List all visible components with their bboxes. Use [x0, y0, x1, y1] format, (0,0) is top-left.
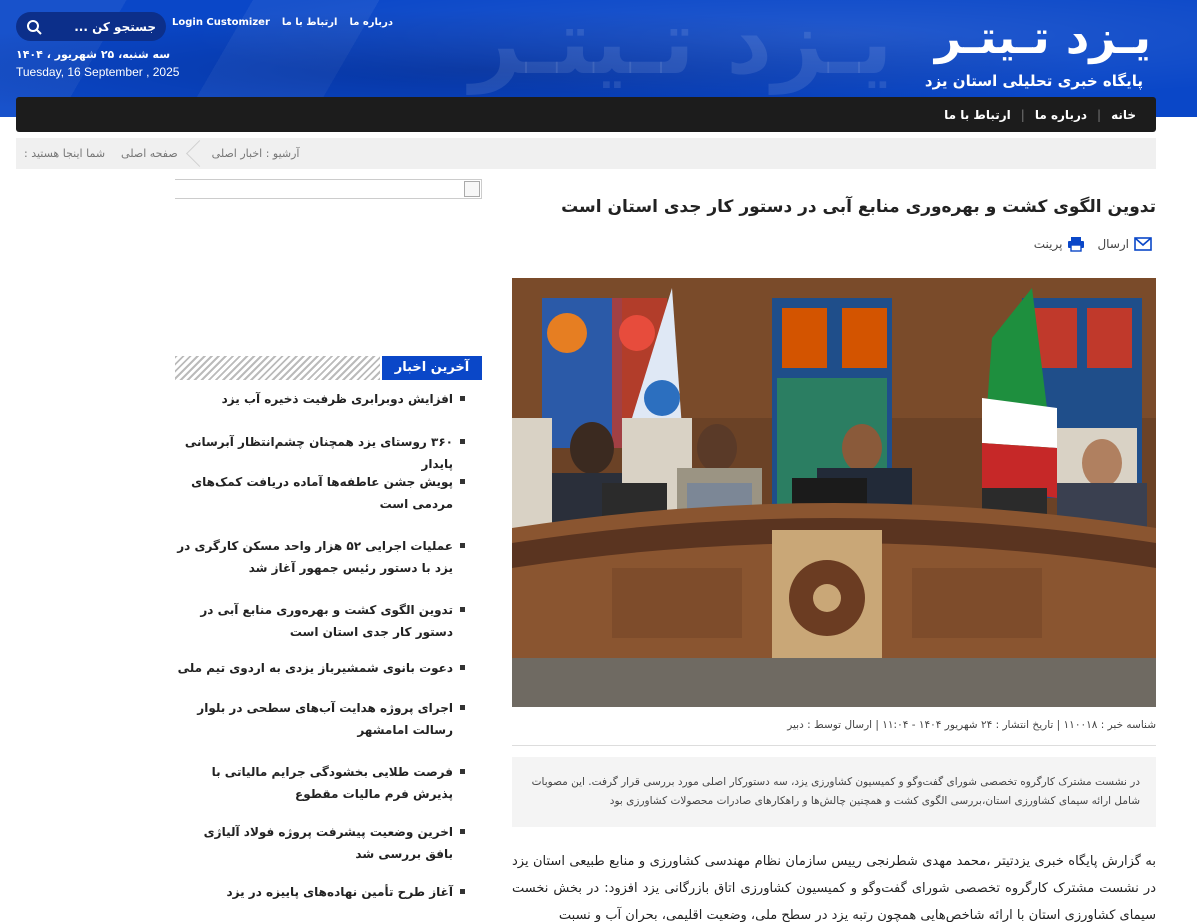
breadcrumb-archive[interactable]: آرشیو : اخبار اصلی	[211, 147, 300, 160]
printer-icon	[1067, 236, 1085, 252]
breadcrumb-home[interactable]: صفحه اصلی	[121, 147, 178, 160]
date-english: Tuesday, 16 September , 2025	[16, 65, 180, 79]
header-stripes	[175, 356, 380, 380]
search-box	[16, 12, 166, 41]
ad-slot	[175, 179, 482, 199]
top-links	[172, 17, 393, 28]
date-persian: سه شنبه، ۲۵ شهریور ، ۱۴۰۴	[16, 48, 171, 61]
header-watermark: یـزد تـیتـر	[470, 0, 893, 95]
news-item[interactable]: اخرین وضعیت پیشرفت پروژه فولاد آلیاژی بافق بررسی شد	[175, 821, 465, 881]
article-tools	[1034, 236, 1152, 252]
nav-item-about[interactable]: درباره ما	[1034, 107, 1088, 122]
envelope-icon	[1134, 236, 1152, 252]
send-label: ارسال	[1097, 237, 1129, 251]
article-lead: در نشست مشترک کارگروه تخصصی شورای گفت‌وگو و کمیسیون کشاورزی یزد، سه دستورکار اصلی مورد بررسی قرار گرفت. این مصوبات شامل ارائه سیمای کشاورزی استان،بررسی الگوی کشت و همچنین چالش‌ها و راهکارهای صادرات محصولات کشاورزی بود	[512, 757, 1156, 827]
divider	[512, 745, 1156, 746]
site-tagline: پایگاه خبری تحلیلی استان یزد	[924, 72, 1143, 90]
latest-news-list	[175, 388, 465, 903]
nav-separator: |	[1020, 107, 1025, 122]
news-item[interactable]: فرصت طلایی بخشودگی جرایم مالیاتی با پذیرش فرم مالیات مقطوع	[175, 761, 465, 821]
news-item[interactable]: پویش جشن عاطفه‌ها آماده دریافت کمک‌های مردمی است	[175, 471, 465, 535]
top-link-contact[interactable]: ارتباط با ما	[281, 17, 338, 28]
breadcrumb	[16, 138, 1156, 169]
top-link-about[interactable]: درباره ما	[349, 17, 393, 28]
nav-item-home[interactable]: خانه	[1111, 107, 1136, 122]
print-button[interactable]	[1034, 236, 1086, 252]
breadcrumb-chevron-icon	[186, 138, 204, 169]
latest-news-header	[175, 356, 482, 380]
nav-separator: |	[1097, 107, 1102, 122]
news-item[interactable]: تدوین الگوی کشت و بهره‌وری منابع آبی در دستور کار جدی استان است	[175, 599, 465, 657]
article-photo	[512, 278, 1156, 707]
latest-news-title: آخرین اخبار	[382, 356, 482, 380]
article-meta: شناسه خبر : ۱۱۰۰۱۸ | تاریخ انتشار : ۲۴ شهریور ۱۴۰۴ - ۱۱:۰۴ | ارسال توسط : دبیر	[787, 719, 1156, 731]
breadcrumb-label: شما اینجا هستید :	[24, 147, 106, 160]
search-input[interactable]	[56, 20, 156, 34]
broken-image-icon	[464, 181, 480, 197]
site-logo[interactable]: یـزد تـیتـر	[934, 10, 1151, 64]
nav-item-contact[interactable]: ارتباط با ما	[944, 107, 1011, 122]
search-icon[interactable]	[26, 19, 42, 35]
send-button[interactable]	[1097, 236, 1152, 252]
main-nav	[16, 97, 1156, 132]
news-item[interactable]: افزایش دوبرابری ظرفیت ذخیره آب یزد	[175, 388, 465, 431]
top-link-login[interactable]: Login Customizer	[172, 17, 270, 28]
news-item[interactable]: اجرای پروژه هدایت آب‌های سطحی در بلوار رسالت امامشهر	[175, 697, 465, 761]
news-item[interactable]: عملیات اجرایی ۵۲ هزار واحد مسکن کارگری در یزد با دستور رئیس جمهور آغاز شد	[175, 535, 465, 599]
news-item[interactable]: دعوت بانوی شمشیرباز یزدی به اردوی تیم ملی	[175, 657, 465, 697]
news-item[interactable]: آغاز طرح تأمین نهاده‌های پاییزه در یزد	[175, 881, 465, 903]
article-body: به گزارش پایگاه خبری یزدتیتر ،محمد مهدی شطرنجی رییس سازمان نظام مهندسی کشاورزی و منابع طبیعی استان یزد در نشست مشترک کارگروه تخصصی شورای گفت‌وگو و کمیسیون کشاورزی اتاق بازرگانی یزد افزود: در بخش نخست سیمای کشاورزی استان با ارائه شاخص‌هایی همچون رتبه یزد در سطح ملی، وضعیت اقلیمی، بحران آب و نسبت	[512, 854, 1156, 922]
print-label: پرینت	[1033, 237, 1063, 251]
news-item[interactable]: ۳۶۰ روستای یزد همچنان چشم‌انتظار آبرسانی پایدار	[175, 431, 465, 471]
article-title: تدوین الگوی کشت و بهره‌وری منابع آبی در دستور کار جدی استان است	[561, 197, 1156, 217]
